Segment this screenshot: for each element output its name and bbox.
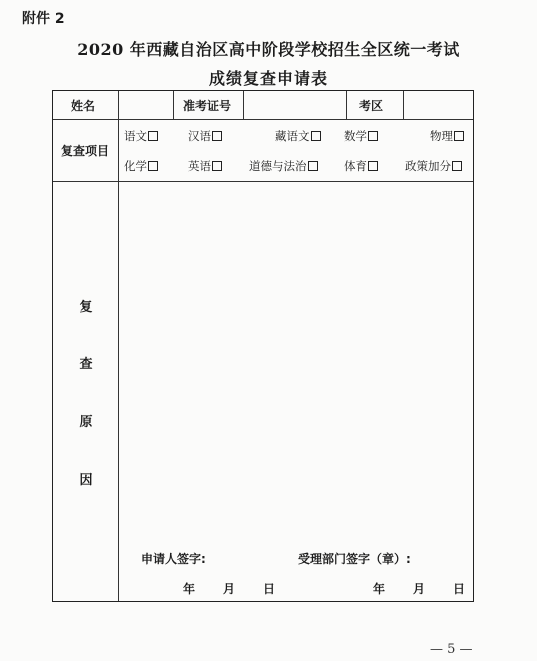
department-date-month: 月 [413,582,426,596]
form-title-line1: 2020 年西藏自治区高中阶段学校招生全区统一考试 [77,40,460,59]
subject-chinese[interactable] [124,128,158,144]
review-application-form [52,90,474,602]
subject-policy-bonus[interactable] [405,158,462,174]
applicant-date-day: 日 [263,582,276,596]
checkbox-icon[interactable] [368,161,378,171]
checkbox-icon[interactable] [212,161,222,171]
attachment-label: 附件 2 [22,11,65,27]
subject-label: 道德与法治 [249,159,307,173]
row-divider-2 [53,181,473,182]
applicant-date-year: 年 [183,582,196,596]
checkbox-icon[interactable] [311,131,321,141]
name-value-divider [173,91,174,119]
applicant-signature-label: 申请人签字: [141,552,206,566]
name-field[interactable] [120,93,172,117]
department-signature-label: 受理部门签字（章）: [298,552,411,566]
reason-text-area[interactable] [120,183,470,528]
subject-label: 体育 [344,159,367,173]
subject-label: 物理 [430,129,453,143]
label-column-divider [118,91,119,601]
area-label-divider [403,91,404,119]
subject-chemistry[interactable] [124,158,158,174]
department-date-year: 年 [373,582,386,596]
subject-math[interactable] [344,128,378,144]
name-label: 姓名 [71,99,96,113]
checkbox-icon[interactable] [212,131,222,141]
examid-value-divider [346,91,347,119]
checkbox-icon[interactable] [308,161,318,171]
subject-label: 化学 [124,159,147,173]
exam-area-field[interactable] [405,93,471,117]
page-number: — 5 — [430,642,473,657]
subject-label: 政策加分 [405,159,451,173]
subject-label: 汉语 [188,129,211,143]
subject-morality-law[interactable] [249,158,318,174]
form-title-line2: 成绩复查申请表 [208,69,328,88]
department-date-day: 日 [453,582,466,596]
subject-label: 数学 [344,129,367,143]
subject-label: 英语 [188,159,211,173]
subject-physics[interactable] [430,128,464,144]
exam-id-field[interactable] [245,93,345,117]
subject-label: 语文 [124,129,147,143]
subject-mandarin[interactable] [188,128,222,144]
row-divider-1 [53,119,473,120]
examid-label-divider [243,91,244,119]
checkbox-icon[interactable] [148,131,158,141]
checkbox-icon[interactable] [452,161,462,171]
subject-english[interactable] [188,158,222,174]
reason-label-char: 查 [79,357,93,372]
checkbox-icon[interactable] [148,161,158,171]
checkbox-icon[interactable] [368,131,378,141]
reason-label-char: 原 [79,415,93,430]
reason-label-char: 复 [79,300,93,315]
exam-area-label: 考区 [359,99,384,113]
subject-tibetan[interactable] [275,128,321,144]
exam-id-label: 准考证号 [183,99,232,113]
checkbox-icon[interactable] [454,131,464,141]
review-subject-label: 复查项目 [61,144,110,158]
applicant-date-month: 月 [223,582,236,596]
subject-label: 藏语文 [275,129,310,143]
reason-label-char: 因 [79,473,93,488]
subject-pe[interactable] [344,158,378,174]
